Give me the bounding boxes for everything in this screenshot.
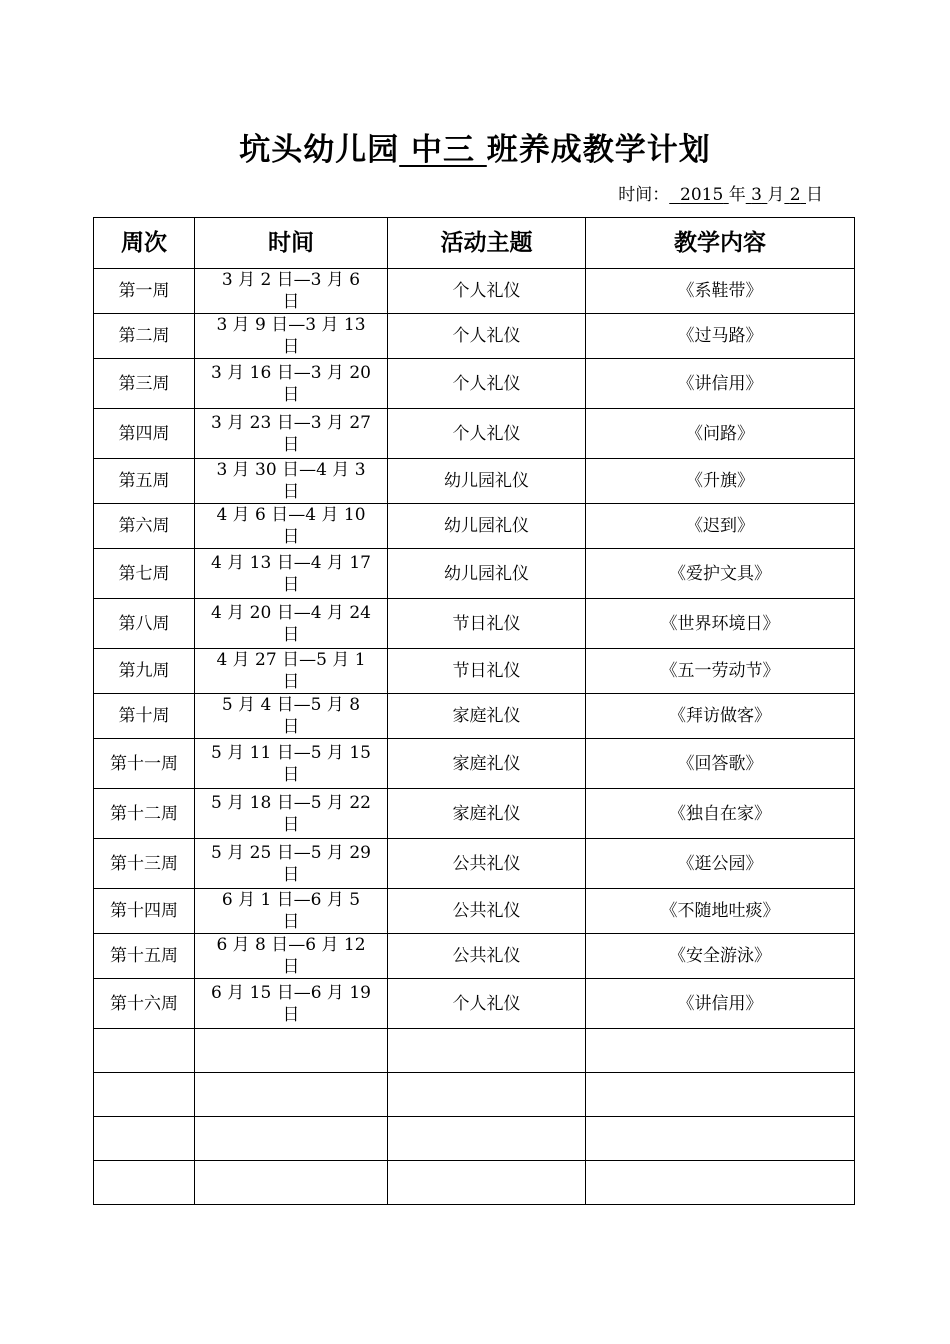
cell-content: 《回答歌》	[586, 739, 855, 789]
cell-week: 第十三周	[94, 839, 195, 889]
empty-row	[94, 1073, 855, 1117]
title-prefix: 坑头幼儿园	[239, 132, 400, 168]
header-week: 周次	[94, 218, 195, 269]
cell-theme: 家庭礼仪	[388, 789, 586, 839]
cell-week: 第二周	[94, 314, 195, 359]
table-row	[94, 314, 855, 359]
teaching-plan-table	[93, 217, 855, 1205]
table-row	[94, 599, 855, 649]
table-row	[94, 409, 855, 459]
date-year: 2015	[680, 185, 724, 205]
cell-week: 第十五周	[94, 934, 195, 979]
table-row	[94, 934, 855, 979]
cell-time: 6 月 1 日—6 月 5 日	[195, 889, 388, 934]
cell-content: 《世界环境日》	[586, 599, 855, 649]
cell-time: 3 月 9 日—3 月 13 日	[195, 314, 388, 359]
cell-week: 第五周	[94, 459, 195, 504]
table-header-row	[94, 218, 855, 269]
cell-week: 第四周	[94, 409, 195, 459]
empty-cell	[586, 1029, 855, 1073]
empty-cell	[388, 1161, 586, 1205]
empty-cell	[195, 1161, 388, 1205]
cell-content: 《系鞋带》	[586, 269, 855, 314]
cell-time: 5 月 25 日—5 月 29 日	[195, 839, 388, 889]
title-class-name: 中三	[411, 132, 475, 168]
cell-time: 6 月 8 日—6 月 12 日	[195, 934, 388, 979]
cell-time: 5 月 18 日—5 月 22 日	[195, 789, 388, 839]
table-row	[94, 889, 855, 934]
cell-week: 第十一周	[94, 739, 195, 789]
empty-cell	[586, 1117, 855, 1161]
header-time: 时间	[195, 218, 388, 269]
empty-cell	[388, 1073, 586, 1117]
cell-content: 《迟到》	[586, 504, 855, 549]
cell-content: 《安全游泳》	[586, 934, 855, 979]
date-month: 3	[751, 185, 762, 205]
empty-cell	[94, 1029, 195, 1073]
empty-cell	[388, 1117, 586, 1161]
cell-week: 第十六周	[94, 979, 195, 1029]
cell-content: 《不随地吐痰》	[586, 889, 855, 934]
empty-row	[94, 1117, 855, 1161]
cell-week: 第十二周	[94, 789, 195, 839]
table-row	[94, 459, 855, 504]
page-title	[0, 128, 950, 172]
empty-cell	[388, 1029, 586, 1073]
cell-week: 第一周	[94, 269, 195, 314]
date-day-unit: 日	[806, 185, 823, 205]
cell-time: 4 月 27 日—5 月 1 日	[195, 649, 388, 694]
empty-cell	[586, 1073, 855, 1117]
empty-row	[94, 1029, 855, 1073]
cell-theme: 家庭礼仪	[388, 694, 586, 739]
date-label: 时间：	[618, 185, 670, 205]
table-row	[94, 359, 855, 409]
cell-content: 《讲信用》	[586, 979, 855, 1029]
cell-time: 4 月 6 日—4 月 10 日	[195, 504, 388, 549]
cell-theme: 公共礼仪	[388, 839, 586, 889]
cell-theme: 节日礼仪	[388, 649, 586, 694]
table-row	[94, 739, 855, 789]
cell-theme: 公共礼仪	[388, 889, 586, 934]
cell-week: 第九周	[94, 649, 195, 694]
cell-theme: 个人礼仪	[388, 979, 586, 1029]
table-row	[94, 549, 855, 599]
table-row	[94, 979, 855, 1029]
cell-content: 《问路》	[586, 409, 855, 459]
table-row	[94, 504, 855, 549]
date-line	[618, 183, 823, 207]
cell-time: 5 月 4 日—5 月 8 日	[195, 694, 388, 739]
cell-theme: 个人礼仪	[388, 314, 586, 359]
cell-time: 3 月 23 日—3 月 27 日	[195, 409, 388, 459]
header-content: 教学内容	[586, 218, 855, 269]
table-row	[94, 839, 855, 889]
cell-week: 第七周	[94, 549, 195, 599]
cell-time: 4 月 20 日—4 月 24 日	[195, 599, 388, 649]
table-row	[94, 649, 855, 694]
cell-time: 3 月 16 日—3 月 20 日	[195, 359, 388, 409]
table-row	[94, 694, 855, 739]
cell-week: 第八周	[94, 599, 195, 649]
cell-content: 《拜访做客》	[586, 694, 855, 739]
empty-cell	[94, 1161, 195, 1205]
cell-theme: 个人礼仪	[388, 359, 586, 409]
cell-time: 6 月 15 日—6 月 19 日	[195, 979, 388, 1029]
cell-week: 第三周	[94, 359, 195, 409]
empty-cell	[94, 1073, 195, 1117]
header-theme: 活动主题	[388, 218, 586, 269]
empty-cell	[586, 1161, 855, 1205]
table-row	[94, 269, 855, 314]
date-year-unit: 年	[728, 185, 746, 205]
cell-theme: 幼儿园礼仪	[388, 504, 586, 549]
cell-content: 《升旗》	[586, 459, 855, 504]
empty-cell	[195, 1029, 388, 1073]
cell-week: 第十周	[94, 694, 195, 739]
cell-time: 3 月 2 日—3 月 6 日	[195, 269, 388, 314]
cell-content: 《逛公园》	[586, 839, 855, 889]
cell-time: 3 月 30 日—4 月 3 日	[195, 459, 388, 504]
cell-content: 《独自在家》	[586, 789, 855, 839]
cell-theme: 个人礼仪	[388, 409, 586, 459]
table-row	[94, 789, 855, 839]
cell-theme: 个人礼仪	[388, 269, 586, 314]
cell-week: 第六周	[94, 504, 195, 549]
cell-theme: 公共礼仪	[388, 934, 586, 979]
empty-cell	[195, 1117, 388, 1161]
empty-row	[94, 1161, 855, 1205]
cell-content: 《过马路》	[586, 314, 855, 359]
cell-content: 《讲信用》	[586, 359, 855, 409]
empty-cell	[195, 1073, 388, 1117]
cell-theme: 幼儿园礼仪	[388, 459, 586, 504]
cell-week: 第十四周	[94, 889, 195, 934]
cell-theme: 幼儿园礼仪	[388, 549, 586, 599]
cell-time: 5 月 11 日—5 月 15 日	[195, 739, 388, 789]
cell-content: 《爱护文具》	[586, 549, 855, 599]
date-month-unit: 月	[767, 185, 785, 205]
cell-content: 《五一劳动节》	[586, 649, 855, 694]
cell-theme: 节日礼仪	[388, 599, 586, 649]
date-day: 2	[789, 185, 801, 205]
cell-theme: 家庭礼仪	[388, 739, 586, 789]
empty-cell	[94, 1117, 195, 1161]
title-suffix: 班养成教学计划	[486, 132, 711, 168]
cell-time: 4 月 13 日—4 月 17 日	[195, 549, 388, 599]
